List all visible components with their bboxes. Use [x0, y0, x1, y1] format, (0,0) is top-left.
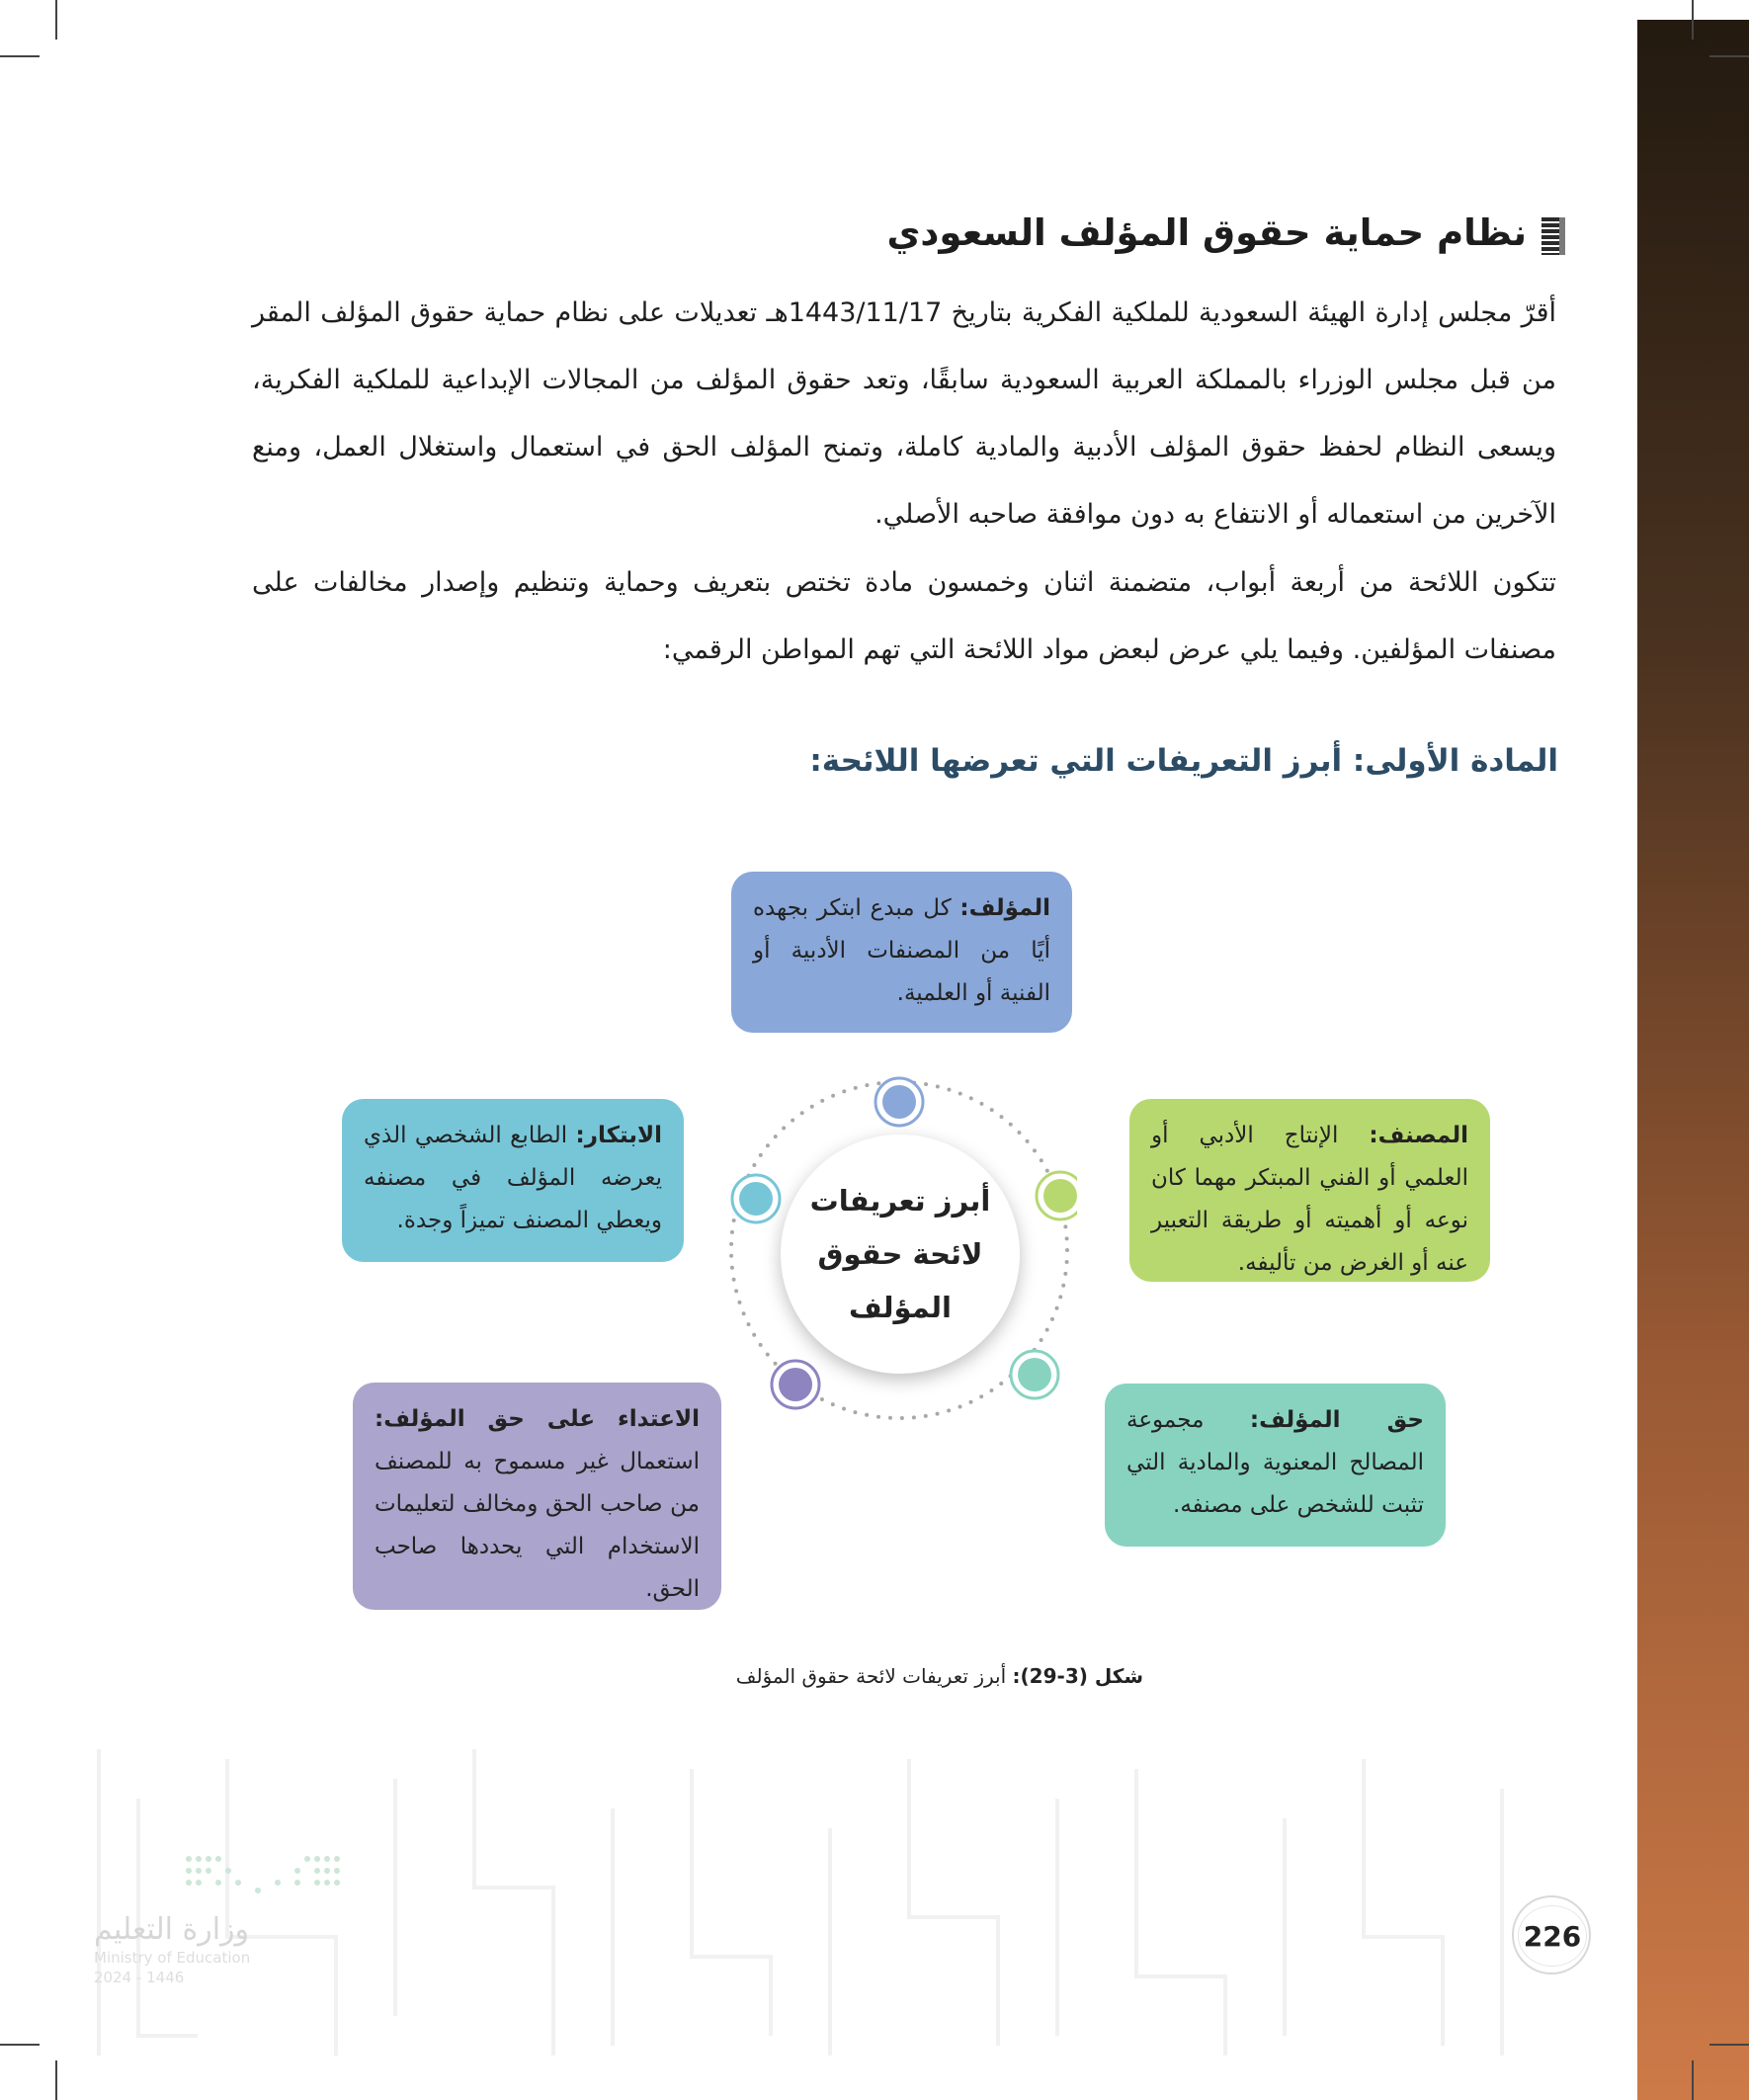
definition-term: حق المؤلف: — [1249, 1407, 1424, 1433]
figure-caption-text: أبرز تعريفات لائحة حقوق المؤلف — [735, 1664, 1007, 1688]
node-innovation-icon — [732, 1175, 780, 1222]
crop-mark — [55, 0, 57, 40]
definition-text: كل مبدع ابتكر بجهده أيًا من المصنفات الأدبية أو الفنية أو العلمية. — [753, 895, 1050, 1006]
heading-marker-icon — [1541, 217, 1565, 255]
side-decoration-bar — [1637, 20, 1749, 2100]
definition-text: الطابع الشخصي الذي يعرضه المؤلف في مصنفه ويعطي المصنف تميزاً وجدة. — [364, 1123, 662, 1233]
definition-term: الابتكار: — [575, 1123, 663, 1148]
definition-term: المصنف: — [1369, 1123, 1468, 1148]
article-one-heading: المادة الأولى: أبرز التعريفات التي تعرضها اللائحة: — [809, 743, 1558, 779]
definition-term: المؤلف: — [959, 895, 1050, 921]
node-infringement-icon — [772, 1361, 819, 1408]
definition-infringement — [353, 1383, 721, 1610]
node-author-icon — [875, 1078, 923, 1126]
definition-innovation — [342, 1099, 684, 1262]
logo-arabic-text: وزارة التعليم — [94, 1912, 250, 1947]
page-title: نظام حماية حقوق المؤلف السعودي — [886, 211, 1527, 254]
node-right-icon — [1011, 1351, 1058, 1398]
logo-english-text: Ministry of Education — [94, 1949, 251, 1967]
figure-caption — [0, 1664, 1143, 1688]
definition-author — [731, 872, 1072, 1033]
ministry-logo — [94, 1853, 341, 1986]
crop-mark — [1709, 55, 1749, 57]
crop-mark — [0, 55, 40, 57]
crop-mark — [0, 2044, 40, 2046]
definition-term: الاعتداء على حق المؤلف: — [375, 1406, 700, 1432]
regulation-paragraph: تتكون اللائحة من أربعة أبواب، متضمنة اثنان وخمسون مادة تختص بتعريف وحماية وتنظيم وإصدار مخالفات على مصنفات المؤلفين. وفيما يلي عرض لبعض مواد اللائحة التي تهم المواطن الرقمي: — [252, 567, 1556, 665]
node-work-icon — [1037, 1172, 1077, 1219]
definition-text: مجموعة المصالح المعنوية والمادية التي تثبت للشخص على مصنفه. — [1126, 1407, 1424, 1518]
page-number: 226 — [1518, 1905, 1587, 1967]
crop-mark — [1692, 0, 1694, 40]
crop-mark — [1709, 2044, 1749, 2046]
diagram-center-label: أبرز تعريفات لائحة حقوق المؤلف — [781, 1134, 1020, 1374]
logo-dots-icon — [183, 1853, 351, 1902]
crop-mark — [1692, 2060, 1694, 2100]
crop-mark — [55, 2060, 57, 2100]
intro-paragraph: أقرّ مجلس إدارة الهيئة السعودية للملكية الفكرية بتاريخ 1443/11/17هـ تعديلات على نظام حماية حقوق المؤلف المقر من قبل مجلس الوزراء بالمملكة العربية السعودية سابقًا، وتعد حقوق المؤلف من المجالات الإبداعية للملكية الفكرية، ويسعى النظام لحفظ حقوق المؤلف الأدبية والمادية كاملة، وتمنح المؤلف الحق في استعمال واستغلال العمل، ومنع الآخرين من استعماله أو الانتفاع به دون موافقة صاحبه الأصلي. — [252, 297, 1556, 530]
definition-author-right — [1105, 1384, 1446, 1547]
logo-year-text: 2024 - 1446 — [94, 1969, 185, 1986]
definition-text: استعمال غير مسموح به للمصنف من صاحب الحق ومخالف لتعليمات الاستخدام التي يحددها صاحب الحق. — [375, 1449, 700, 1602]
definition-work — [1129, 1099, 1490, 1282]
definition-text: الإنتاج الأدبي أو العلمي أو الفني المبتكر مهما كان نوعه أو أهميته أو طريقة التعبير عنه أو الغرض من تأليفه. — [1151, 1123, 1468, 1276]
figure-caption-label: شكل (3-29): — [1012, 1664, 1143, 1688]
